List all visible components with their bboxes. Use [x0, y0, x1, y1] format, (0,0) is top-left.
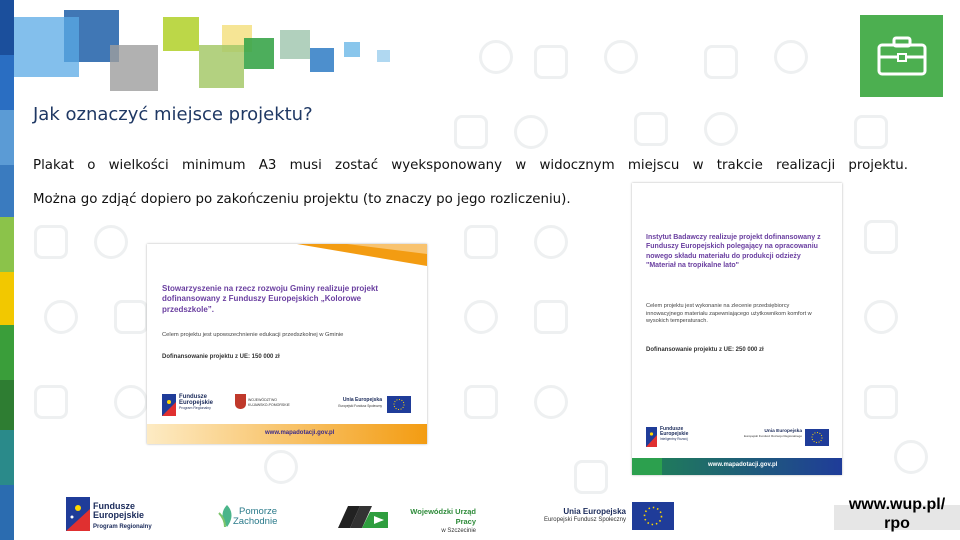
fe-logo-line1: Fundusze: [660, 426, 684, 432]
left-color-strip: [0, 0, 14, 540]
poster-funding: Dofinansowanie projektu z UE: 150 000 zł: [162, 354, 280, 360]
region-crest-icon: [235, 394, 246, 409]
wup-logo-icon: [338, 502, 388, 528]
eu-fund: Europejski Fundusz Rozwoju Regionalnego: [743, 434, 802, 439]
footer-fe-line1: Fundusze: [93, 501, 135, 511]
footer-eu-label: Unia Europejska: [563, 507, 626, 516]
decor-square: [14, 17, 79, 77]
footer-fe-line2: Europejskie: [93, 510, 145, 521]
fe-logo-line3: Inteligentny Rozwój: [660, 436, 688, 441]
decor-square: [377, 50, 390, 62]
eu-flag-icon: [805, 429, 829, 446]
poster-funding: Dofinansowanie projektu z UE: 250 000 zł: [646, 347, 764, 353]
eu-label: Unia Europejska: [764, 429, 802, 434]
url-line1: www.wup.pl/: [848, 496, 946, 513]
wup-line2: w Szczecinie: [441, 528, 476, 535]
briefcase-tile: [860, 15, 943, 97]
wup-line1: Wojewódzki Urząd Pracy: [410, 507, 476, 527]
eu-flag-icon: [387, 396, 411, 413]
poster-website-bar-left: [632, 458, 662, 475]
decor-square: [163, 17, 199, 51]
fe-logo: [162, 394, 176, 416]
fe-logo-line3: Program Regionalny: [179, 405, 211, 410]
pomorze-line2: Zachodnie: [233, 516, 278, 528]
region-line2: KUJAWSKO-POMORSKIE: [248, 402, 290, 407]
eu-flag-icon: [632, 502, 674, 530]
region-line1: WOJEWÓDZTWO: [248, 398, 277, 402]
url-line2: rpo: [884, 514, 910, 532]
poster-heading: Stowarzyszenie na rzecz rozwoju Gminy realizuje projekt dofinansowany z Funduszy Europejskich „Kolorowe przedszkole”.: [162, 284, 379, 314]
slide-title: Jak oznaczyć miejsce projektu?: [33, 104, 313, 125]
paragraph-poster-removal: Można go zdjąć dopiero po zakończeniu projektu (to znaczy po jego rozliczeniu).: [33, 192, 571, 207]
decor-square: [344, 42, 360, 57]
decor-square: [244, 38, 274, 69]
poster-heading: Instytut Badawczy realizuje projekt dofinansowany z Funduszy Europejskich polegający na opracowaniu nowego składu materiału do produkcji odzieży "Materiał na tropikalne lato": [646, 234, 821, 270]
fe-logo-icon: [646, 427, 657, 447]
eu-fund: Europejski Fundusz Społeczny: [338, 403, 382, 408]
fe-logo-line1: Fundusze: [179, 394, 207, 400]
poster-goal: Celem projektu jest upowszechnienie edukacji przedszkolnej w Gminie: [162, 332, 344, 338]
decor-square: [310, 48, 334, 72]
eu-label: Unia Europejska: [342, 397, 382, 403]
poster-goal: Celem projektu jest wykonanie na zlecenie przedsiębiorcy innowacyjnego materiału zapewniającego użytkownikom komfort w wysokich temperaturach.: [646, 303, 812, 325]
poster-website: www.mapadotacji.gov.pl: [708, 462, 778, 468]
fe-logo-line2: Europejskie: [179, 400, 214, 407]
decor-square: [110, 45, 158, 91]
footer-fe-logo: [66, 497, 90, 531]
footer-eu-fund: Europejski Fundusz Społeczny: [543, 517, 626, 524]
poster-example-portrait: [632, 183, 842, 475]
poster-example-landscape: [147, 244, 427, 444]
paragraph-poster-size: Plakat o wielkości minimum A3 musi zostać wyeksponowany w widocznym miejscu w trakcie realizacji projektu.: [33, 158, 908, 173]
poster-website: www.mapadotacji.gov.pl: [265, 430, 335, 436]
decor-square: [280, 30, 310, 59]
footer-fe-line3: Program Regionalny: [93, 523, 152, 530]
poster-corner-accent: [147, 244, 427, 274]
fe-logo-line2: Europejskie: [660, 431, 689, 438]
pomorze-line1: Pomorze: [239, 506, 278, 517]
wup-url[interactable]: [834, 496, 960, 534]
briefcase-icon: [876, 36, 928, 76]
decor-square: [199, 45, 244, 88]
